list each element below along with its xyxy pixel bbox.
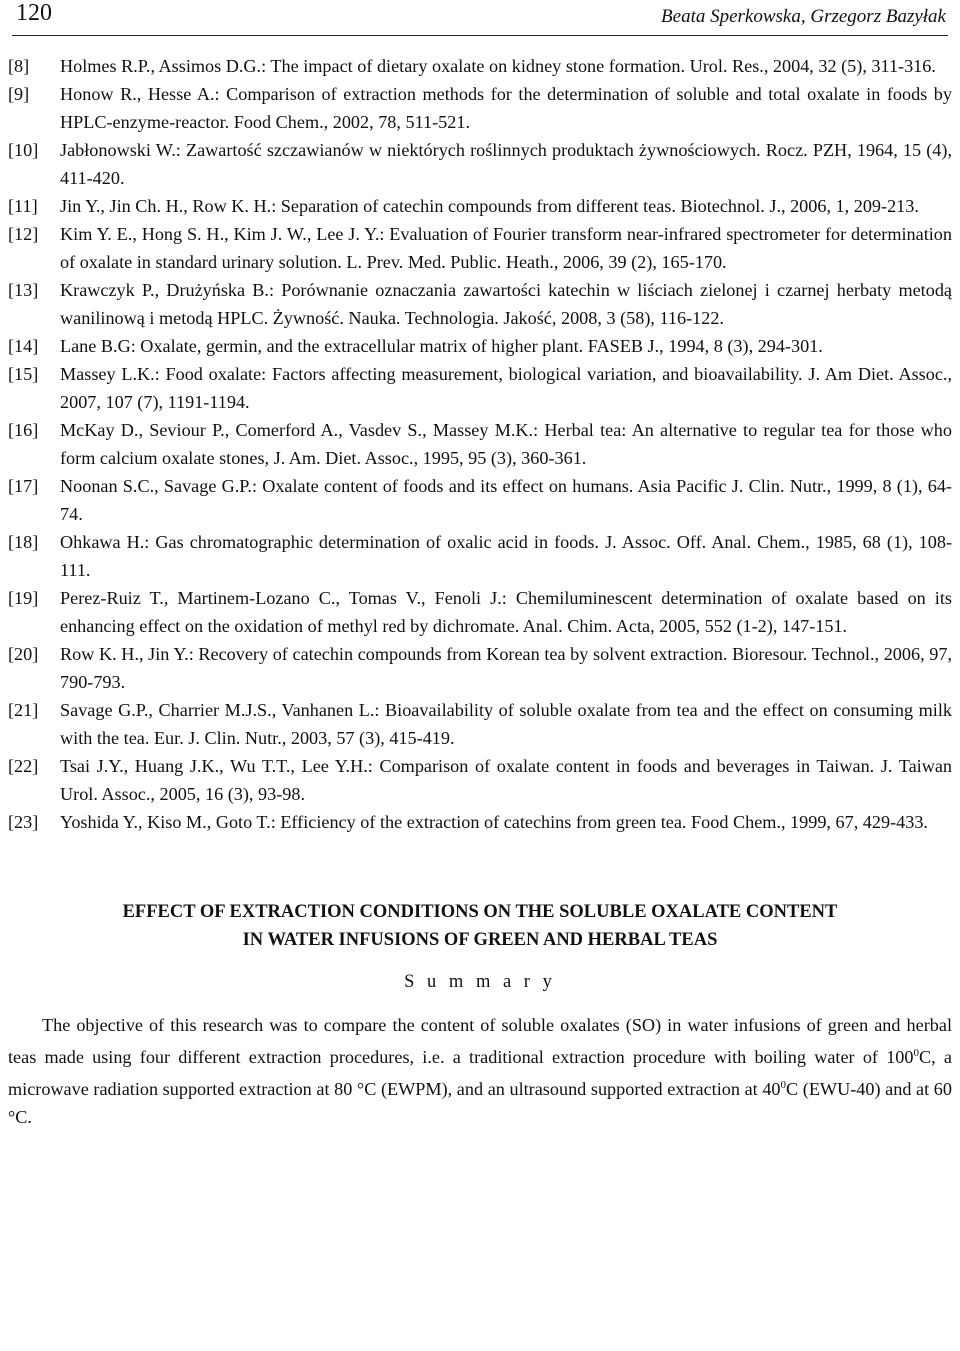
- reference-text: Row K. H., Jin Y.: Recovery of catechin compounds from Korean tea by solvent extraction. Bioresour. Technol., 2006, 97, 790-793.: [60, 644, 952, 692]
- reference-number: [21]: [8, 700, 39, 720]
- reference-item: [8, 80, 952, 136]
- reference-item: [8, 276, 952, 332]
- reference-number: [9]: [8, 84, 30, 104]
- reference-item: [8, 136, 952, 192]
- reference-item: [8, 752, 952, 808]
- reference-number: [23]: [8, 812, 39, 832]
- reference-item: [8, 696, 952, 752]
- reference-item: [8, 472, 952, 528]
- reference-number: [10]: [8, 140, 39, 160]
- reference-text: McKay D., Seviour P., Comerford A., Vasdev S., Massey M.K.: Herbal tea: An alternative to regular tea for those who form calcium oxalate stones, J. Am. Diet. Assoc., 1995, 95 (3), 360-361.: [60, 420, 952, 468]
- reference-number: [22]: [8, 756, 39, 776]
- reference-text: Honow R., Hesse A.: Comparison of extraction methods for the determination of soluble and total oxalate in foods by HPLC-enzyme-reactor. Food Chem., 2002, 78, 511-521.: [60, 84, 952, 132]
- reference-item: [8, 220, 952, 276]
- reference-number: [15]: [8, 364, 39, 384]
- reference-number: [8]: [8, 56, 30, 76]
- reference-text: Yoshida Y., Kiso M., Goto T.: Efficiency of the extraction of catechins from green tea. Food Chem., 1999, 67, 429-433.: [60, 812, 928, 832]
- reference-item: [8, 640, 952, 696]
- running-head-authors: Beata Sperkowska, Grzegorz Bazyłak: [661, 6, 946, 27]
- title-line-1: EFFECT OF EXTRACTION CONDITIONS ON THE SOLUBLE OXALATE CONTENT: [122, 902, 838, 922]
- reference-number: [11]: [8, 196, 38, 216]
- reference-item: [8, 584, 952, 640]
- abstract-text-1: The objective of this research was to compare the content of soluble oxalates (SO) in water infusions of green and herbal teas made using four different extraction procedures, i.e. a traditional extraction procedure with boiling water of 100: [8, 1015, 952, 1068]
- abstract-paragraph: [8, 1011, 952, 1131]
- reference-text: Massey L.K.: Food oxalate: Factors affecting measurement, biological variation, and bioavailability. J. Am Diet. Assoc., 2007, 107 (7), 1191-1194.: [60, 364, 952, 412]
- article-title: [8, 898, 952, 954]
- reference-text: Jabłonowski W.: Zawartość szczawianów w niektórych roślinnych produktach żywnościowych. Rocz. PZH, 1964, 15 (4), 411-420.: [60, 140, 952, 188]
- reference-item: [8, 192, 952, 220]
- reference-text: Krawczyk P., Drużyńska B.: Porównanie oznaczania zawartości katechin w liściach zielonej i czarnej herbaty metodą wanilinową i metodą HPLC. Żywność. Nauka. Technologia. Jakość, 2008, 3 (58), 116-122.: [60, 280, 952, 328]
- reference-number: [18]: [8, 532, 39, 552]
- reference-item: [8, 808, 952, 836]
- reference-text: Perez-Ruiz T., Martinem-Lozano C., Tomas V., Fenoli J.: Chemiluminescent determination of oxalate based on its enhancing effect on the oxidation of methyl red by dichromate. Anal. Chim. Acta, 2005, 552 (1-2), 147-151.: [60, 588, 952, 636]
- reference-text: Lane B.G: Oxalate, germin, and the extracellular matrix of higher plant. FASEB J., 1994, 8 (3), 294-301.: [60, 336, 823, 356]
- reference-text: Jin Y., Jin Ch. H., Row K. H.: Separation of catechin compounds from different teas. Biotechnol. J., 2006, 1, 209-213.: [60, 196, 919, 216]
- reference-text: Ohkawa H.: Gas chromatographic determination of oxalic acid in foods. J. Assoc. Off. Anal. Chem., 1985, 68 (1), 108-111.: [60, 532, 952, 580]
- abstract-superscript-2: 0: [780, 1079, 787, 1092]
- reference-number: [17]: [8, 476, 39, 496]
- reference-item: [8, 416, 952, 472]
- reference-list: [8, 52, 952, 836]
- reference-item: [8, 528, 952, 584]
- abstract-superscript-1: 0: [913, 1047, 919, 1059]
- summary-heading: S u m m a r y: [404, 972, 556, 992]
- page-header: [8, 0, 952, 36]
- reference-text: Noonan S.C., Savage G.P.: Oxalate content of foods and its effect on humans. Asia Pacific J. Clin. Nutr., 1999, 8 (1), 64-74.: [60, 476, 952, 524]
- reference-item: [8, 360, 952, 416]
- reference-text: Savage G.P., Charrier M.J.S., Vanhanen L.: Bioavailability of soluble oxalate from tea and the effect on consuming milk with the tea. Eur. J. Clin. Nutr., 2003, 57 (3), 415-419.: [60, 700, 952, 748]
- reference-number: [14]: [8, 336, 39, 356]
- header-rule: [12, 35, 948, 36]
- abstract-text-2: C, a microwave radiation supported extraction at 80 °C (EWPM), and an ultrasound supported extraction at 40: [8, 1047, 952, 1100]
- reference-number: [13]: [8, 280, 39, 300]
- reference-number: [12]: [8, 224, 39, 244]
- reference-number: [19]: [8, 588, 39, 608]
- reference-text: Kim Y. E., Hong S. H., Kim J. W., Lee J. Y.: Evaluation of Fourier transform near-infrared spectrometer for determination of oxalate in standard urinary solution. L. Prev. Med. Public. Heath., 2006, 39 (2), 165-170.: [60, 224, 952, 272]
- reference-item: [8, 332, 952, 360]
- abstract-text-3: C (EWU-40) and at 60 °C.: [8, 1079, 952, 1128]
- reference-text: Holmes R.P., Assimos D.G.: The impact of dietary oxalate on kidney stone formation. Urol. Res., 2004, 32 (5), 311-316.: [60, 56, 936, 76]
- reference-number: [20]: [8, 644, 39, 664]
- reference-number: [16]: [8, 420, 39, 440]
- reference-text: Tsai J.Y., Huang J.K., Wu T.T., Lee Y.H.: Comparison of oxalate content in foods and beverages in Taiwan. J. Taiwan Urol. Assoc., 2005, 16 (3), 93-98.: [60, 756, 952, 804]
- page-number: 120: [16, 0, 52, 26]
- title-line-2: IN WATER INFUSIONS OF GREEN AND HERBAL TEAS: [242, 930, 718, 950]
- reference-item: [8, 52, 952, 80]
